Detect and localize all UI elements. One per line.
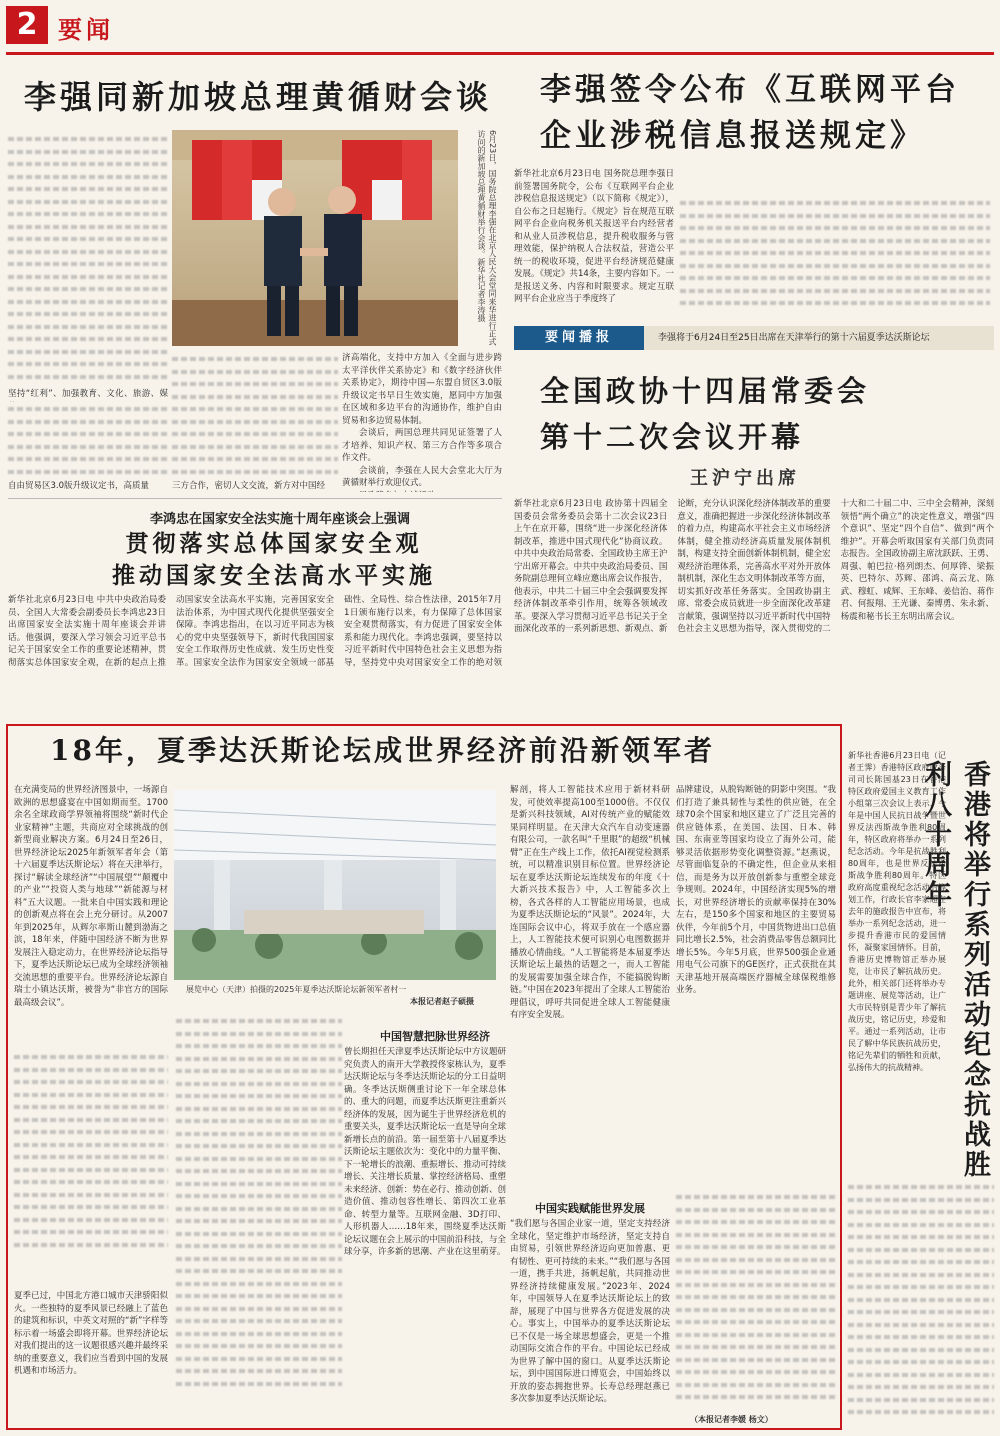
- blurred-text-line: [176, 1039, 342, 1052]
- blurred-text-line: [14, 1125, 168, 1138]
- blurred-text-line: [14, 1200, 168, 1213]
- blurred-text-line: [14, 1238, 168, 1251]
- blurred-text-line: [680, 234, 990, 247]
- blurred-text-line: [176, 1227, 342, 1240]
- blurred-text-line: [176, 1214, 342, 1227]
- blurred-text-line: [8, 332, 168, 345]
- blurred-text-line: [14, 1100, 168, 1113]
- article-5-blurred-mid: [176, 1014, 342, 1394]
- article-5-subhead-1: 中国智慧把脉世界经济: [380, 1030, 490, 1043]
- article-5-credit: （本报记者李媛 杨文）: [690, 1415, 773, 1424]
- handshake-photo: [172, 130, 458, 346]
- blurred-text-line: [8, 465, 168, 478]
- blurred-text-line: [176, 1352, 342, 1365]
- blurred-text-line: [8, 245, 168, 258]
- blurred-text-line: [680, 246, 990, 259]
- blurred-text-line: [8, 320, 168, 333]
- blurred-text-line: [676, 1378, 836, 1391]
- blurred-text-line: [14, 1138, 168, 1151]
- blurred-text-line: [8, 452, 168, 465]
- blurred-text-line: [14, 1113, 168, 1126]
- blurred-text-line: [176, 1289, 342, 1302]
- blurred-text-line: [848, 1368, 994, 1381]
- blurred-text-line: [676, 1240, 836, 1253]
- blurred-text-line: [676, 1303, 836, 1316]
- blurred-text-line: [14, 1163, 168, 1176]
- sidebar-text: 新华社香港6月23日电（记者王霁）香港特区政府政务司司长陈国基23日在香港特区政府爱国主义教育工作小组第三次会议上表示，今年是中国人民抗日战争暨世界反法西斯战争胜利80周年，特区政府将举办一系列纪念活动。今年是抗战胜利80周年，也是世界反法西斯战争胜利80周年。特区政府高度重视纪念活动的筹划工作，行政长官李家超在去年的施政报告中宣布，将举办一系列纪念活动，进一步提升香港市民的爱国情怀，凝聚家国情怀。目前，香港历史博物馆正举办展览，让市民了解抗战历史。此外，相关部门还将举办专题讲座、展览等活动，让广大市民特别是青少年了解抗战历史，铭记历史，珍爱和平。通过一系列活动，让市民了解中华民族抗战历史，铭记先辈们的牺牲和贡献，弘扬伟大的抗战精神。: [848, 751, 946, 1072]
- article-2-text: 新华社北京6月23日电 国务院总理李强日前签署国务院令，公布《互联网平台企业涉税信息报送规定》（以下简称《规定》），自公布之日起施行。《规定》旨在规范互联网平台企业向税务机关报送平台内经营者和从业人员涉税信息，提升税收服务与管理效能，保护纳税人合法权益，营造公平统一的税收环境，促进平台经济规范健康发展。《规定》共14条，主要内容如下。一是报送义务、内容和时限要求。规定互联网平台企业应当于季度终了: [514, 169, 674, 304]
- blurred-text-line: [14, 1150, 168, 1163]
- blurred-text-line: [176, 1339, 342, 1352]
- blurred-text-line: [8, 270, 168, 283]
- blurred-text-line: [14, 1175, 168, 1188]
- blurred-text-line: [8, 182, 168, 195]
- blurred-text-line: [14, 1050, 168, 1063]
- article-5-headline: 18年，夏季达沃斯论坛成世界经济前沿新领军者: [50, 734, 715, 767]
- article-1-para-a: 济高端化，支持中方加入《全面与进步跨太平洋伙伴关系协定》和《数字经济伙伴关系协定》，期待中国—东盟自贸区3.0版升级议定书早日生效实施，愿同中方加强在区域和多边平台的沟通协作，维护自由贸易和多边贸易体制。: [342, 353, 502, 426]
- blurred-text-line: [676, 1190, 836, 1203]
- sidebar-headline: 香港将举行系列活动纪念抗战胜利八十周年: [920, 760, 990, 1180]
- blurred-text-line: [176, 1014, 342, 1027]
- blurred-text-line: [680, 221, 990, 234]
- blurred-text-line: [848, 1405, 994, 1418]
- blurred-text-line: [848, 1330, 994, 1343]
- blurred-text-line: [848, 1343, 994, 1356]
- news-brief-text[interactable]: 李强将于6月24日至25日出席在天津举行的第十六届夏季达沃斯论坛: [658, 333, 930, 343]
- blurred-text-line: [848, 1268, 994, 1281]
- page-number-badge: 2: [6, 6, 48, 44]
- blurred-text-line: [176, 1327, 342, 1340]
- blurred-text-line: [176, 1027, 342, 1040]
- blurred-text-line: [680, 209, 990, 222]
- article-1-para-b: 会谈后，两国总理共同见证签署了人才培养、知识产权、第三方合作等多项合作文件。: [342, 428, 502, 463]
- blurred-text-line: [8, 157, 168, 170]
- article-4-headline-line-1: 贯彻落实总体国家安全观: [125, 530, 423, 557]
- blurred-text-line: [848, 1230, 994, 1243]
- blurred-text-line: [8, 402, 168, 415]
- blurred-text-line: [14, 1213, 168, 1226]
- article-5-blurred-right: [676, 1190, 836, 1410]
- blurred-text-line: [848, 1255, 994, 1268]
- article-5-blurred-left: [14, 1050, 168, 1250]
- blurred-text-line: [14, 1225, 168, 1238]
- blurred-text-line: [848, 1218, 994, 1231]
- blurred-text-line: [176, 1177, 342, 1190]
- blurred-text-line: [176, 1152, 342, 1165]
- blurred-text-line: [172, 415, 338, 428]
- article-3-text: 新华社北京6月23日电 政协第十四届全国委员会常务委员会第十二次会议23日上午在京开幕，围绕“进一步深化经济体制改革，推进中国式现代化”协商议政。中共中央政治局常委、全国政协主席王沪宁出席开幕会。中共中央政治局委员、国务院副总理何立峰应邀出席会议作报告，他表示，中共二十届三中全会强调要发挥经济体制改革牵引作用，统筹各领域改革。要深入学习贯彻习近平总书记关于全面深化改革的一系列新思想、新观点、新论断，充分认识深化经济体制改革的重要意义，准确把握进一步深化经济体制改革的着力点，构建高水平社会主义市场经济体制，健全推动经济高质量发展体制机制，构建支持全面创新体制机制，健全宏观经济治理体系，完善高水平对外开放体制机制，深化生态文明体制改革等方面，切实抓好改革任务落实。全国政协副主席、常委会成员就进一步全面深化改革建言献策，强调坚持以习近平新时代中国特色社会主义思想为指导，深入贯彻党的二十大和二十届二中、三中全会精神，深刻领悟“两个确立”的决定性意义，增强“四个意识”、坚定“四个自信”、做到“两个维护”。开幕会听取国家有关部门负责同志报告。全国政协副主席沈跃跃、王勇、周强、帕巴拉·格列朗杰、何厚铧、梁振英、巴特尔、苏辉、邵鸿、高云龙、陈武、穆虹、咸辉、王东峰、姜信治、蒋作君、何报翔、王光谦、秦博勇、朱永新、杨震和秘书长王东明出席会议。: [514, 499, 994, 634]
- blurred-text-line: [176, 1277, 342, 1290]
- blurred-text-line: [676, 1265, 836, 1278]
- blurred-text-line: [172, 452, 338, 465]
- article-1-fragment-1: 坚持“红利”、加强教育、文化、旅游、媒: [8, 389, 168, 399]
- article-3-headline-line-1: 全国政协十四届常委会: [540, 374, 871, 408]
- blurred-text-line: [8, 415, 168, 428]
- blurred-text-line: [176, 1239, 342, 1252]
- section-title: 要闻: [58, 15, 114, 44]
- blurred-text-line: [676, 1390, 836, 1403]
- blurred-text-line: [848, 1380, 994, 1393]
- article-5-subhead-2: 中国实践赋能世界发展: [535, 1202, 645, 1215]
- blurred-text-line: [680, 284, 990, 297]
- article-2-headline-line-2: 企业涉税信息报送规定》: [540, 118, 925, 154]
- blurred-text-line: [14, 1188, 168, 1201]
- convention-center-photo: [174, 790, 496, 980]
- blurred-text-line: [172, 365, 338, 378]
- blurred-text-line: [176, 1264, 342, 1277]
- article-1-blurred-1: [8, 402, 168, 478]
- article-1-photo-caption: 6月23日，国务院总理李强在北京人民大会堂同来华进行正式访问的新加坡总理黄循财举行会谈。新华社记者李涛摄: [477, 130, 497, 346]
- blurred-text-line: [676, 1328, 836, 1341]
- article-1-fragment-3: 自由贸易区3.0版升级议定书，高质量: [8, 481, 150, 491]
- blurred-text-line: [8, 220, 168, 233]
- blurred-text-line: [8, 232, 168, 245]
- article-5-col-3: 品牌建设，从脱钩断链的阴影中突围。“我们打造了兼具韧性与柔性的供应链，在全球70余个国家和地区建立了广泛且完善的供应链体系，在美国、法国、日本、韩国、东南亚等国家均设立了海外公司，能够灵活依据形势变化调整资源。”赵燕说，尽管面临复杂的不确定性，但企业从来相信，而是务为以开放创新参与重塑全球竞争规则。2024年，中国经济实现5%的增长，对世界经济增长的贡献率保持在30%左右，是150多个国家和地区的主要贸易伙伴，今年前5个月，中国货物进出口总值同比增长2.5%，社会消费品零售总额同比增长5%。今年5月底，世界500强企业通用电气公司旗下的GE医疗，正式获批在其天津基地开展高端医疗器械全球保税维修业务。: [676, 785, 836, 995]
- article-1-fragment-2: 三方合作，密切人文交流，新方对中国经: [172, 481, 326, 491]
- article-3-headline-line-2: 第十二次会议开幕: [540, 420, 805, 454]
- article-1-para-d: [342, 490, 502, 493]
- article-1-blurred-2: [172, 352, 338, 478]
- article-1-para-c: 会谈前，李强在人民大会堂北大厅为黄循财举行欢迎仪式。: [342, 465, 502, 488]
- blurred-text-line: [172, 402, 338, 415]
- blurred-text-line: [676, 1353, 836, 1366]
- blurred-text-line: [676, 1203, 836, 1216]
- header-divider: [6, 52, 994, 55]
- blurred-text-line: [8, 440, 168, 453]
- blurred-text-line: [176, 1364, 342, 1377]
- blurred-text-line: [848, 1243, 994, 1256]
- blurred-text-line: [14, 1063, 168, 1076]
- blurred-text-line: [14, 1088, 168, 1101]
- blurred-text-line: [8, 307, 168, 320]
- blurred-text-line: [676, 1315, 836, 1328]
- blurred-text-line: [680, 271, 990, 284]
- article-2-headline-line-1: 李强签令公布《互联网平台: [540, 72, 960, 108]
- article-3-byline: 王沪宁出席: [690, 468, 800, 489]
- article-4-text: 新华社北京6月23日电 中共中央政治局委员、全国人大常委会副委员长李鸿忠23日出席国家安全法实施十周年座谈会并讲话。他强调，要深入学习领会习近平总书记关于国家安全工作的重要论述精神，贯彻落实总体国家安全观，在新的起点上推动国家安全法高水平实施，完善国家安全法治体系，为中国式现代化提供坚强安全保障。李鸿忠指出，在以习近平同志为核心的党中央坚强领导下，新时代我国国家安全工作取得历史性成就、发生历史性变革。国家安全法作为国家安全领域一部基础性、全局性、综合性法律，2015年7月1日颁布施行以来，有力保障了总体国家安全观贯彻落实，有力促进了国家安全体系和能力现代化。李鸿忠强调，要坚持以习近平新时代中国特色社会主义思想为指导，坚持党中央对国家安全工作的绝对领: [8, 595, 502, 668]
- article-5-photo-credit: 本报记者赵子硕摄: [410, 997, 474, 1006]
- blurred-text-line: [676, 1253, 836, 1266]
- blurred-text-line: [176, 1202, 342, 1215]
- divider-1: [8, 498, 502, 499]
- blurred-text-line: [172, 465, 338, 478]
- blurred-text-line: [8, 427, 168, 440]
- blurred-text-line: [676, 1340, 836, 1353]
- blurred-text-line: [680, 259, 990, 272]
- blurred-text-line: [8, 257, 168, 270]
- article-5-photo: [174, 790, 496, 980]
- blurred-text-line: [176, 1377, 342, 1390]
- blurred-text-line: [176, 1314, 342, 1327]
- blurred-text-line: [8, 170, 168, 183]
- blurred-text-line: [8, 370, 168, 383]
- blurred-text-line: [176, 1089, 342, 1102]
- blurred-text-line: [8, 295, 168, 308]
- news-brief-bar: [514, 326, 994, 350]
- blurred-text-line: [176, 1164, 342, 1177]
- blurred-text-line: [176, 1077, 342, 1090]
- blurred-text-line: [176, 1189, 342, 1202]
- blurred-text-line: [848, 1180, 994, 1193]
- blurred-text-line: [14, 1075, 168, 1088]
- blurred-text-line: [8, 357, 168, 370]
- blurred-text-line: [848, 1393, 994, 1406]
- article-5-subhead-2-text: “我们愿与各国企业家一道，坚定支持经济全球化，坚定维护市场经济，坚定支持自由贸易，引领世界经济迈向更加普惠、更有韧性、更可持续的未来。”“我们愿与各国一道，携手共进，扬帆起航，共同推动世界经济持续健康发展。”2023年、2024年，中国领导人在夏季达沃斯论坛上的致辞，展现了中国与世界各方促进发展的决心。事实上，中国举办的夏季达沃斯论坛已不仅是一场全球思想盛会，更是一个推动国际交流合作的平台。中国论坛已经成为世界了解中国的窗口。从夏季达沃斯论坛，到中国国际进口博览会，中国始终以开放的姿态拥抱世界。长寿总经理赵燕已多次参加夏季达沃斯论坛。: [510, 1219, 670, 1404]
- sidebar-blurred: [848, 1180, 994, 1420]
- article-2-blurred: [680, 196, 990, 314]
- blurred-text-line: [176, 1139, 342, 1152]
- article-5-col-1: 在充满变局的世界经济图景中，一场源自欧洲的思想盛宴在中国如期而至。1700余名全球政商学界领袖将围绕“新时代企业家精神”主题，共商应对全球挑战的创新型商业解决方案。6月24日至26日，世界经济论坛2025年新领军者年会（第十六届夏季达沃斯论坛）将在天津举行，探讨“解读全球经济”“中国展望”“颠覆中的产业”“投资人类与地球”“新能源与材料”五大议题。一批来自中国实践和理论的创新观点将在会上充分研讨。从2007年到2025年，从辉尔率斯山麓到渤海之滨，18年来，伴随中国经济不断为世界发展注入稳定动力，在世界经济论坛指导下，夏季达沃斯论坛已成为全球经济领袖交流思想的重要平台。世界经济论坛源自瑞士小镇达沃斯，被誉为“非官方的国际最高级会议”。: [14, 785, 168, 1008]
- news-brief-label: 要闻播报: [514, 326, 644, 350]
- blurred-text-line: [176, 1302, 342, 1315]
- blurred-text-line: [176, 1052, 342, 1065]
- blurred-text-line: [848, 1293, 994, 1306]
- blurred-text-line: [848, 1305, 994, 1318]
- blurred-text-line: [8, 282, 168, 295]
- blurred-text-line: [176, 1252, 342, 1265]
- blurred-text-line: [676, 1290, 836, 1303]
- blurred-text-line: [848, 1280, 994, 1293]
- article-5-col-2: 解剖，将人工智能技术应用于新材料研发，可使效率提高100至1000倍。不仅仅是新兴科技领域，AI对传统产业的赋能效果同样明显。在天津大众汽车自动变速器有限公司，一款名叫“千里眼”的超级“机械臂”正在生产线上工作，依托AI视觉检测系统，可以精准识别目标位置。世界经济论坛在夏季达沃斯论坛连续发布的年度《十大新兴技术报告》中，人工智能多次上榜，各式各样的人工智能应用场景，也成为夏季达沃斯论坛的“风景”。2024年，大连国际会议中心，将双手放在一个感应器上，人工智能技术便可识别心电图数据并播放心情曲线。“人工智能将是本届夏季达沃斯论坛上最热的话题之一，而人工智能的发展需要加强全球合作，不能搞脱钩断链。”中国在2023年提出了全球人工智能治理倡议，呼吁共同促进全球人工智能健康有序安全发展。: [510, 785, 670, 1020]
- article-4-kicker: 李鸿忠在国家安全法实施十周年座谈会上强调: [149, 512, 410, 527]
- blurred-text-line: [676, 1365, 836, 1378]
- article-1-text-right: [342, 352, 502, 492]
- blurred-text-line: [172, 427, 338, 440]
- blurred-text-line: [8, 145, 168, 158]
- blurred-text-line: [176, 1102, 342, 1115]
- blurred-text-line: [172, 390, 338, 403]
- article-1-text-left: [8, 132, 168, 382]
- blurred-text-line: [8, 132, 168, 145]
- blurred-text-line: [172, 440, 338, 453]
- article-1-headline: 李强同新加坡总理黄循财会谈: [24, 78, 493, 116]
- blurred-text-line: [172, 352, 338, 365]
- blurred-text-line: [680, 196, 990, 209]
- blurred-text-line: [848, 1355, 994, 1368]
- blurred-text-line: [848, 1193, 994, 1206]
- article-4-headline-line-2: 推动国家安全法高水平实施: [112, 562, 436, 589]
- blurred-text-line: [848, 1318, 994, 1331]
- blurred-text-line: [680, 296, 990, 309]
- blurred-text-line: [676, 1228, 836, 1241]
- blurred-text-line: [176, 1114, 342, 1127]
- blurred-text-line: [172, 377, 338, 390]
- article-1-photo: [172, 130, 458, 346]
- blurred-text-line: [848, 1205, 994, 1218]
- article-5-photo-caption: 展览中心（天津）拍摄的2025年夏季达沃斯论坛新领军者村一: [186, 985, 407, 994]
- blurred-text-line: [8, 207, 168, 220]
- blurred-text-line: [176, 1064, 342, 1077]
- article-5-col-1b: 夏季已过，中国北方港口城市天津骄阳似火。一些独特的夏季风景已经融上了蓝色的建筑和标识，中英文对照的“新”字样等标示着一场盛会即将开幕。世界经济论坛对我们提出的这一议题很感兴趣并最终采纳的重要意义，我们应当看到中国的发展机遇和市场活力。: [14, 1291, 168, 1376]
- blurred-text-line: [176, 1127, 342, 1140]
- blurred-text-line: [676, 1215, 836, 1228]
- blurred-text-line: [8, 195, 168, 208]
- blurred-text-line: [8, 345, 168, 358]
- article-5-subhead-1-text: 曾长期担任天津夏季达沃斯论坛中方议题研究负责人的南开大学教授佟家栋认为，夏季达沃斯论坛与冬季达沃斯论坛的分工日益明确。冬季达沃斯侧重讨论下一年全球总体的、重大的问题，而夏季达沃斯更注重新兴经济体的发展，因为诞生于世界经济危机的重要关头，夏季达沃斯论坛一直是导向全球新增长点的前沿。第一届至第十八届夏季达沃斯论坛主题依次为：变化中的力量平衡、下一轮增长的浪潮、重振增长、推动可持续增长、关注增长质量、掌控经济格局、重塑未来经济、创新：势在必行、推动创新、创造价值、推动包容性增长、第四次工业革命、转型力量等。互联网金融、3D打印、人形机器人……18年来，围绕夏季达沃斯论坛议题在会上展示的中国前沿科技，与全球分享，许多新的思潮、产业在这里萌芽。: [344, 1047, 506, 1257]
- blurred-text-line: [676, 1278, 836, 1291]
